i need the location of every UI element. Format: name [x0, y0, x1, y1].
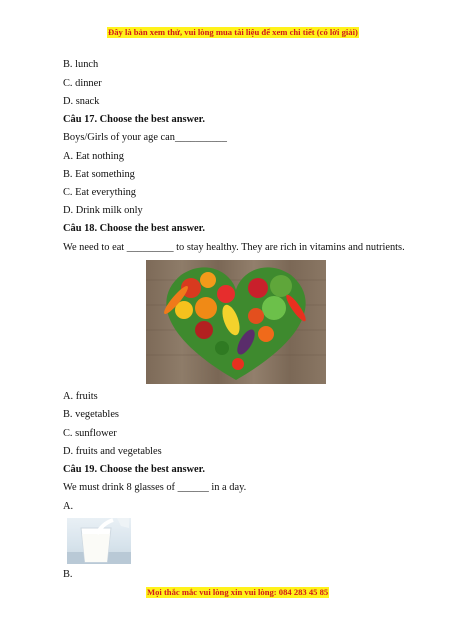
preview-notice-banner: Đây là bản xem thử, vui lòng mua tài liệu để xem chi tiết (có lời giải) — [108, 27, 358, 37]
question-18-option-a: A. fruits — [63, 391, 98, 402]
question-19-title: Câu 19. Choose the best answer. — [63, 464, 205, 475]
milk-glass-image — [67, 518, 131, 564]
question-18-prompt: We need to eat _________ to stay healthy. They are rich in vitamins and nutrients. — [63, 242, 405, 253]
option-d-snack: D. snack — [63, 96, 100, 107]
heart-illustration — [146, 260, 326, 384]
question-19-option-b: B. — [63, 569, 73, 580]
question-17-option-b: B. Eat something — [63, 169, 135, 180]
question-19-option-a: A. — [63, 501, 74, 512]
question-18-option-b: B. vegetables — [63, 409, 119, 420]
question-17-title: Câu 17. Choose the best answer. — [63, 114, 205, 125]
question-18-option-c: C. sunflower — [63, 428, 117, 439]
milk-illustration — [67, 518, 131, 564]
option-b-lunch: B. lunch — [63, 59, 99, 70]
contact-banner: Mọi thắc mắc vui lòng xin vui lòng: 084 283 45 85 — [147, 587, 329, 597]
question-17-prompt: Boys/Girls of your age can__________ — [63, 132, 227, 143]
option-c-dinner: C. dinner — [63, 78, 102, 89]
fruits-vegetables-heart-image — [146, 260, 326, 384]
question-19-prompt: We must drink 8 glasses of ______ in a day. — [63, 482, 247, 493]
question-18-title: Câu 18. Choose the best answer. — [63, 223, 205, 234]
question-18-option-d: D. fruits and vegetables — [63, 446, 162, 457]
question-17-option-c: C. Eat everything — [63, 187, 137, 198]
question-17-option-a: A. Eat nothing — [63, 151, 124, 162]
question-17-option-d: D. Drink milk only — [63, 205, 143, 216]
